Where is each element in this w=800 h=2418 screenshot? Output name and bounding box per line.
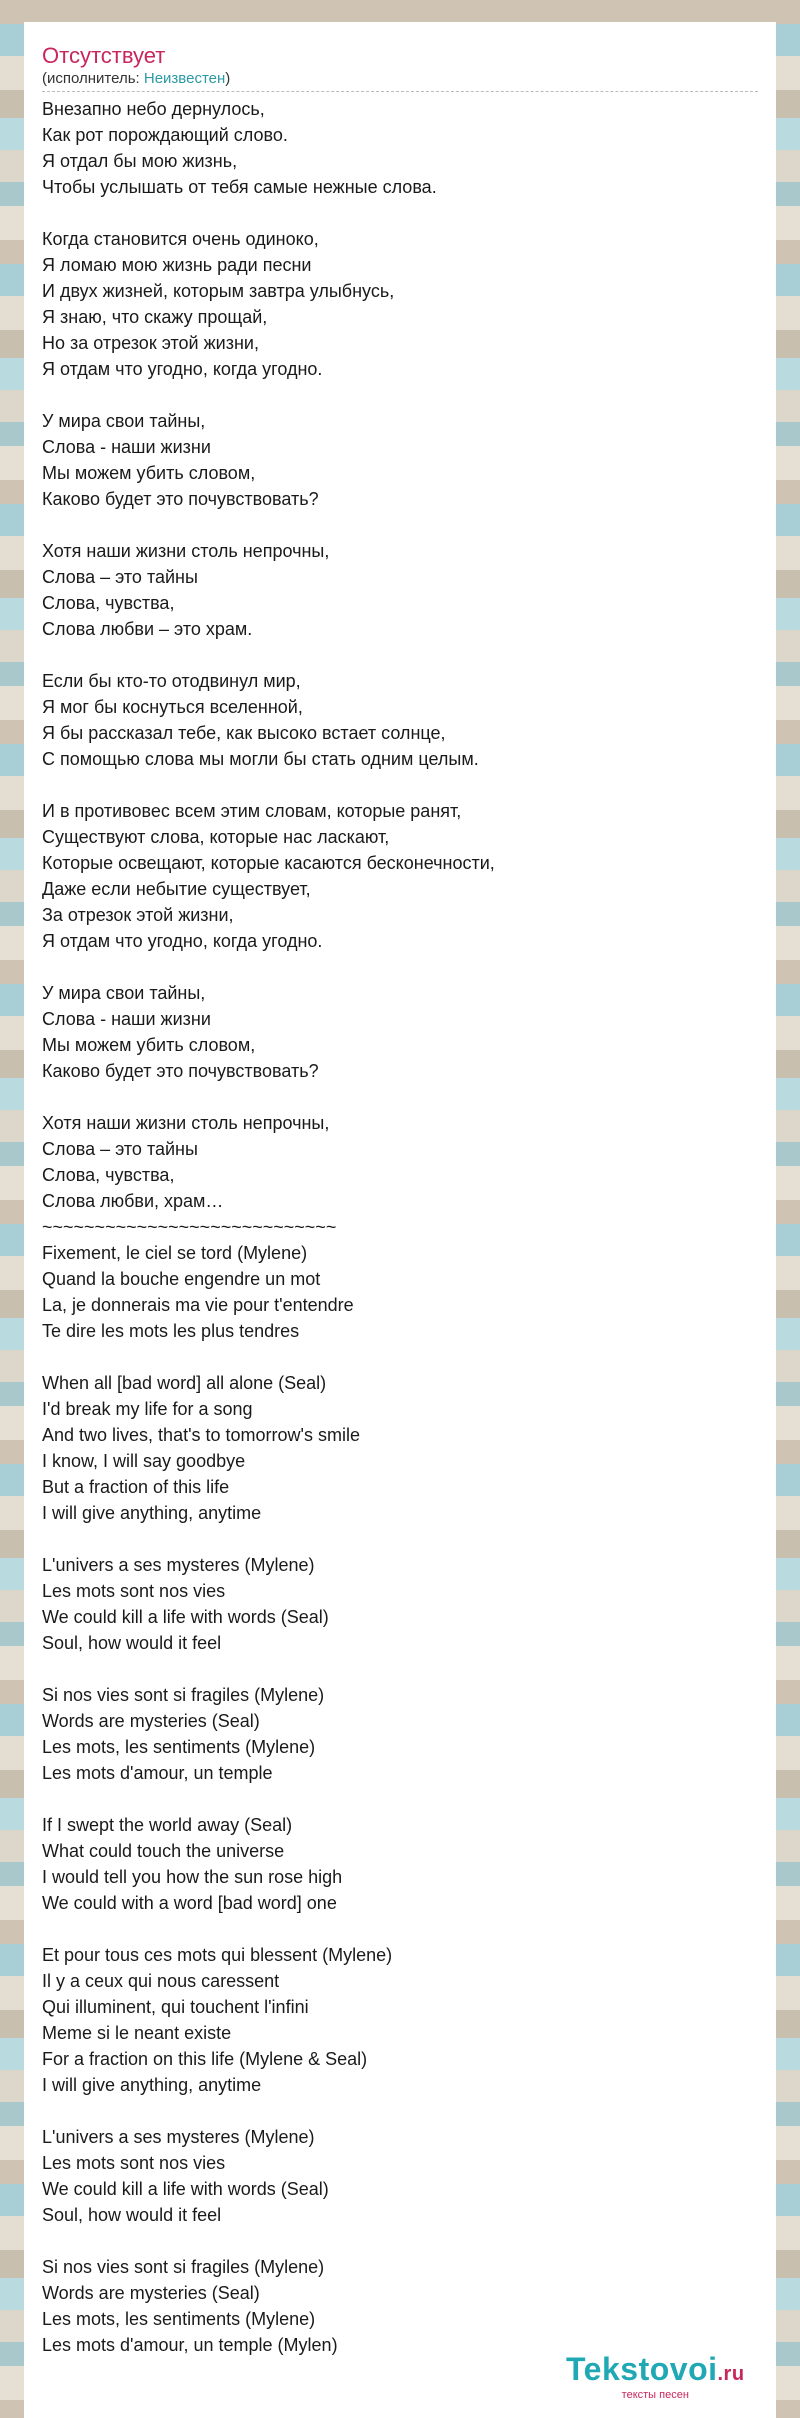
lyric-line: Te dire les mots les plus tendres xyxy=(42,1321,300,1341)
lyric-line: La, je donnerais ma vie pour t'entendre xyxy=(42,1295,354,1315)
lyric-line: Les mots, les sentiments (Mylene) xyxy=(42,2309,316,2329)
lyric-line: Мы можем убить словом, xyxy=(42,1035,256,1055)
lyric-line: Хотя наши жизни столь непрочны, xyxy=(42,541,330,561)
lyric-line: С помощью слова мы могли бы стать одним целым. xyxy=(42,749,479,769)
lyric-line: Я знаю, что скажу прощай, xyxy=(42,307,268,327)
lyric-line: We could with a word [bad word] one xyxy=(42,1893,337,1913)
lyric-line: Soul, how would it feel xyxy=(42,2205,222,2225)
logo-tagline: тексты песен xyxy=(621,2389,689,2401)
lyric-line: И двух жизней, которым завтра улыбнусь, xyxy=(42,281,395,301)
lyric-line: Il y a ceux qui nous caressent xyxy=(42,1971,280,1991)
lyric-line: For a fraction on this life (Mylene & Seal) xyxy=(42,2049,368,2069)
lyric-line: Si nos vies sont si fragiles (Mylene) xyxy=(42,1685,325,1705)
artist-prefix: (исполнитель: xyxy=(42,70,144,87)
artist-suffix: ) xyxy=(225,70,231,87)
lyric-line: Я бы рассказал тебе, как высоко встает солнце, xyxy=(42,723,446,743)
site-logo[interactable] xyxy=(566,2352,745,2401)
lyric-line: Слова любви – это храм. xyxy=(42,619,253,639)
lyric-line: I will give anything, anytime xyxy=(42,1503,262,1523)
lyric-line: I will give anything, anytime xyxy=(42,2075,262,2095)
lyric-line xyxy=(42,1084,758,1110)
lyric-line: And two lives, that's to tomorrow's smile xyxy=(42,1425,360,1445)
lyric-line: Чтобы услышать от тебя самые нежные слова. xyxy=(42,177,437,197)
lyric-line: Слова – это тайны xyxy=(42,1139,198,1159)
lyric-line: Слова - наши жизни xyxy=(42,437,211,457)
lyric-line: Которые освещают, которые касаются бесконечности, xyxy=(42,853,495,873)
lyric-line xyxy=(42,512,758,538)
artist-link[interactable]: Неизвестен xyxy=(143,70,226,87)
lyric-line: ~~~~~~~~~~~~~~~~~~~~~~~~~~~~ xyxy=(42,1217,337,1237)
lyric-line xyxy=(42,1916,758,1942)
lyric-line: И в противовес всем этим словам, которые ранят, xyxy=(42,801,462,821)
lyric-line: Когда становится очень одиноко, xyxy=(42,229,319,249)
lyric-line: We could kill a life with words (Seal) xyxy=(42,2179,329,2199)
lyric-line: Даже если небытие существует, xyxy=(42,879,311,899)
lyric-line: Words are mysteries (Seal) xyxy=(42,2283,260,2303)
song-title: Отсутствует xyxy=(42,43,166,68)
lyric-line: We could kill a life with words (Seal) xyxy=(42,1607,329,1627)
lyric-line: Я ломаю мою жизнь ради песни xyxy=(42,255,312,275)
lyric-line: Я отдам что угодно, когда угодно. xyxy=(42,931,323,951)
lyric-line: Я отдам что угодно, когда угодно. xyxy=(42,359,323,379)
lyric-line: Les mots, les sentiments (Mylene) xyxy=(42,1737,316,1757)
lyric-line: What could touch the universe xyxy=(42,1841,285,1861)
lyrics-body xyxy=(42,96,758,2358)
lyric-line xyxy=(42,1526,758,1552)
lyric-line: Внезапно небо дернулось, xyxy=(42,99,265,119)
lyric-line: Если бы кто-то отодвинул мир, xyxy=(42,671,301,691)
lyric-line: Qui illuminent, qui touchent l'infini xyxy=(42,1997,309,2017)
lyric-line xyxy=(42,2098,758,2124)
lyric-line: L'univers a ses mysteres (Mylene) xyxy=(42,1555,315,1575)
lyric-line: I would tell you how the sun rose high xyxy=(42,1867,343,1887)
lyric-line xyxy=(42,1656,758,1682)
lyric-line: Но за отрезок этой жизни, xyxy=(42,333,259,353)
lyric-line: L'univers a ses mysteres (Mylene) xyxy=(42,2127,315,2147)
logo-tld: .ru xyxy=(717,2363,745,2385)
logo-main-text: Tekstovoi xyxy=(566,2351,718,2387)
lyric-line xyxy=(42,954,758,980)
lyric-line: Я отдал бы мою жизнь, xyxy=(42,151,238,171)
lyric-line: I know, I will say goodbye xyxy=(42,1451,246,1471)
lyric-line: Les mots sont nos vies xyxy=(42,2153,226,2173)
lyric-line: If I swept the world away (Seal) xyxy=(42,1815,293,1835)
lyric-line: Мы можем убить словом, xyxy=(42,463,256,483)
lyric-line: Si nos vies sont si fragiles (Mylene) xyxy=(42,2257,325,2277)
lyric-line: Слова - наши жизни xyxy=(42,1009,211,1029)
lyric-line xyxy=(42,1786,758,1812)
lyric-line: У мира свои тайны, xyxy=(42,411,206,431)
lyric-line: У мира свои тайны, xyxy=(42,983,206,1003)
lyric-line: Слова – это тайны xyxy=(42,567,198,587)
lyric-line: Каково будет это почувствовать? xyxy=(42,489,319,509)
lyric-line xyxy=(42,772,758,798)
lyric-line: Как рот порождающий слово. xyxy=(42,125,288,145)
lyric-line: Soul, how would it feel xyxy=(42,1633,222,1653)
lyric-line: Слова, чувства, xyxy=(42,593,175,613)
lyric-line xyxy=(42,2228,758,2254)
artist-line xyxy=(42,70,758,92)
lyric-line: Fixement, le ciel se tord (Mylene) xyxy=(42,1243,308,1263)
lyric-line: За отрезок этой жизни, xyxy=(42,905,234,925)
lyric-line: Слова, чувства, xyxy=(42,1165,175,1185)
lyric-line: Я мог бы коснуться вселенной, xyxy=(42,697,303,717)
lyric-line: Les mots sont nos vies xyxy=(42,1581,226,1601)
lyric-line: Words are mysteries (Seal) xyxy=(42,1711,260,1731)
lyric-line: Les mots d'amour, un temple (Mylen) xyxy=(42,2335,338,2355)
lyric-line xyxy=(42,642,758,668)
lyric-line: Quand la bouche engendre un mot xyxy=(42,1269,321,1289)
lyric-line: I'd break my life for a song xyxy=(42,1399,253,1419)
lyrics-card xyxy=(24,22,776,2418)
lyric-line: Les mots d'amour, un temple xyxy=(42,1763,273,1783)
lyric-line xyxy=(42,382,758,408)
lyric-line: But a fraction of this life xyxy=(42,1477,230,1497)
lyric-line: Каково будет это почувствовать? xyxy=(42,1061,319,1081)
lyric-line: Слова любви, храм… xyxy=(42,1191,224,1211)
lyric-line: Meme si le neant existe xyxy=(42,2023,232,2043)
lyric-line: Хотя наши жизни столь непрочны, xyxy=(42,1113,330,1133)
lyric-line xyxy=(42,200,758,226)
lyric-line xyxy=(42,1344,758,1370)
lyric-line: When all [bad word] all alone (Seal) xyxy=(42,1373,327,1393)
lyric-line: Существуют слова, которые нас ласкают, xyxy=(42,827,390,847)
logo-wordmark xyxy=(566,2352,745,2391)
lyric-line: Et pour tous ces mots qui blessent (Mylene) xyxy=(42,1945,393,1965)
